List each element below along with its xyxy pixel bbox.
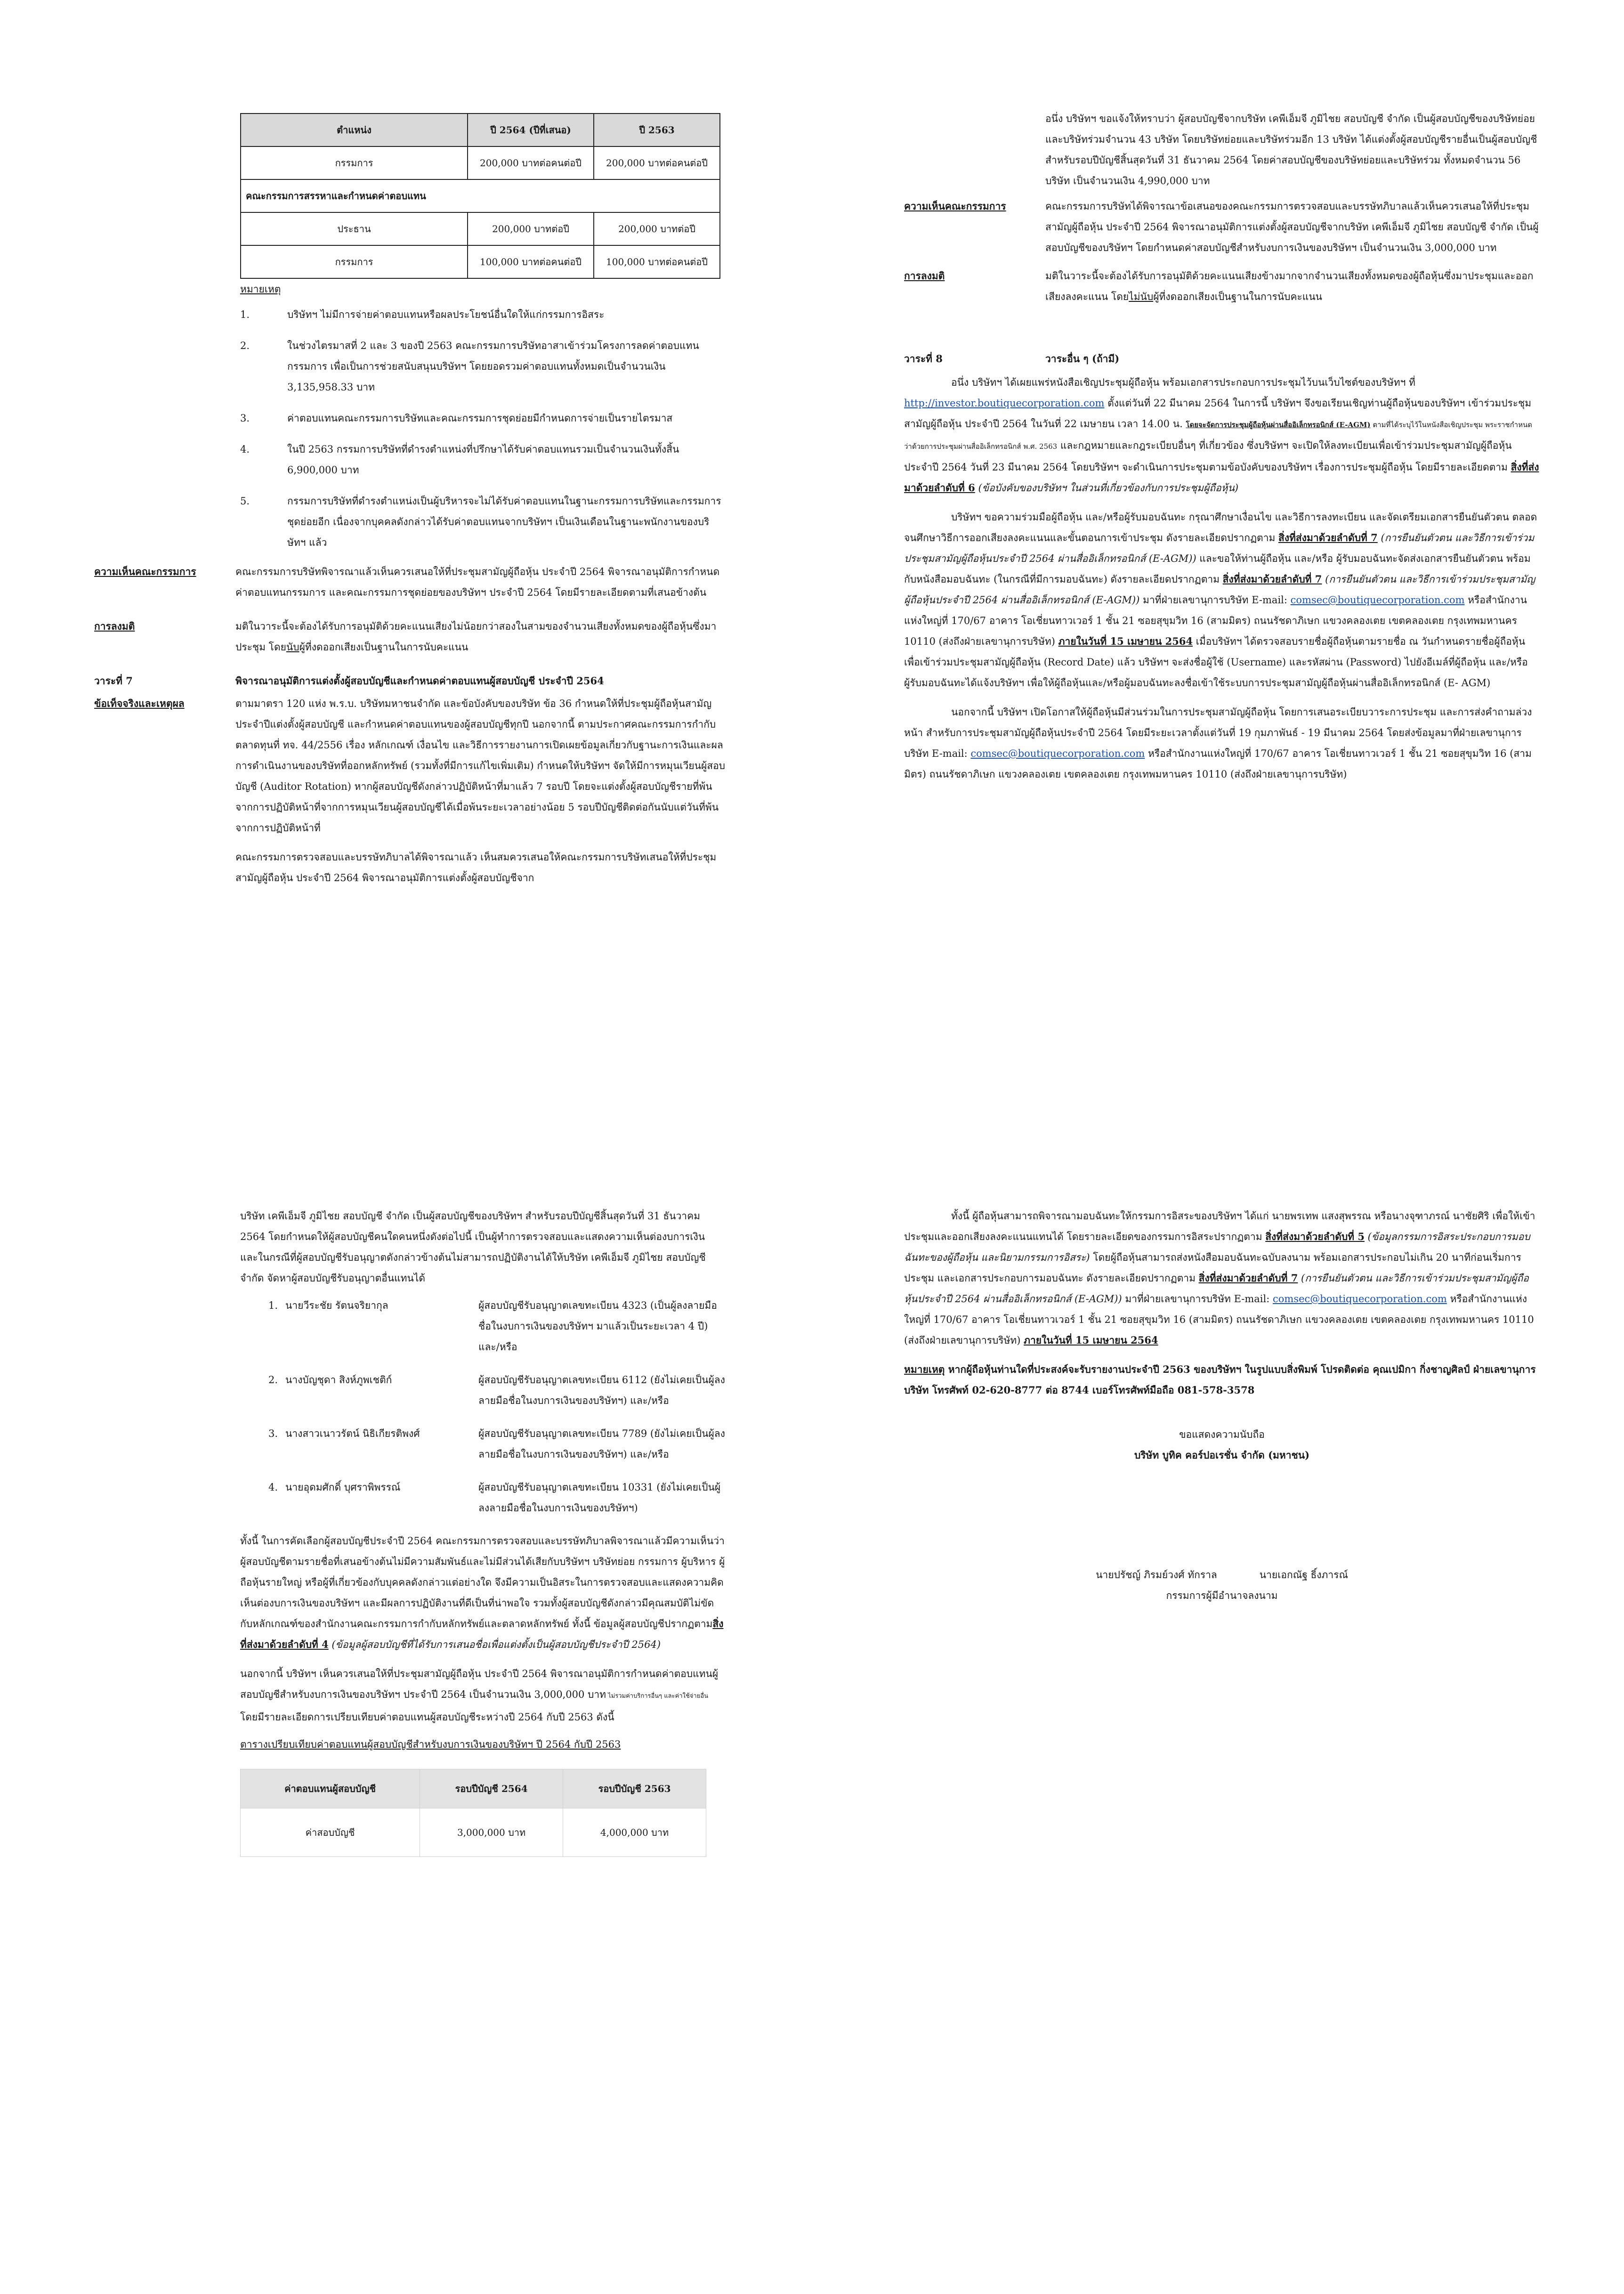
enclosure-description: (การยืนยันตัวตน และวิธีการเข้าร่วมประชุมสามัญผู้ถือหุ้นประจำปี 2564 ผ่านสื่ออิเล็กทรอนิกส์ (E-AGM)) [904,574,1535,606]
notes-list [94,304,725,553]
note-item [94,491,725,553]
vote-text-emphasis: นับ [286,641,299,653]
table-cell: 200,000 บาทต่อคนต่อปี [594,146,720,179]
investor-website-link[interactable]: http://investor.boutiquecorporation.com [904,397,1105,409]
table-cell: ประธาน [241,212,468,245]
signer-name: นายเอกณัฐ ธิ์งภารณ์ [1259,1569,1348,1581]
page-top-left [94,113,725,888]
text-part: นอกจากนี้ บริษัทฯ เปิดโอกาสให้ผู้ถือหุ้นมีส่วนร่วมในการประชุมสามัญผู้ถือหุ้น โดยการเสนอระเบียบวาระการประชุม และการส่งคำถามล่วงหน้า สำหรับการประชุมสามัญผู้ถือหุ้นประจำปี 2564 โดยมีระยะเวลาตั้งแต่วันที่ 19 กุมภาพันธ์ - 19 มีนาคม 2564 โดยส่งข้อมูลมาที่ฝ่ายเลขานุการบริษัท E-mail: [904,706,1532,759]
facts-text: ตามมาตรา 120 แห่ง พ.ร.บ. บริษัทมหาชนจำกัด และข้อบังคับของบริษัท ข้อ 36 กำหนดให้ที่ประชุมผู้ถือหุ้นสามัญประจำปีแต่งตั้งผู้สอบบัญชี และกำหนดค่าตอบแทนของผู้สอบบัญชีทุกปี นอกจากนี้ ตามประกาศคณะกรรมการกำกับตลาดทุนที่ ทจ. 44/2556 เรื่อง หลักเกณฑ์ เงื่อนไข และวิธีการรายงานการเปิดเผยข้อมูลเกี่ยวกับฐานะการเงินและผลการดำเนินงานของบริษัทที่ออกหลักทรัพย์ (รวมทั้งที่มีการแก้ไขเพิ่มเติม) กำหนดให้บริษัทฯ จัดให้มีการหมุนเวียนผู้สอบบัญชี (Auditor Rotation) หากผู้สอบบัญชีดังกล่าวปฏิบัติหน้าที่มาแล้ว 7 รอบปี โดยจะแต่งตั้งผู้สอบบัญชีรายที่พ้นจากการปฏิบัติหน้าที่จากการหมุนเวียนผู้สอบบัญชีได้เมื่อพ้นระยะเวลาอย่างน้อย 5 รอบปีบัญชีติดต่อกันนับแต่วันที่พ้นจากการปฏิบัติหน้าที่ [235,698,726,834]
auditor-number: 4. [268,1482,278,1493]
table-row [241,1808,706,1857]
note-item [94,304,725,325]
facts-body [235,693,725,888]
note-number: 2. [240,340,250,351]
note-text: ในช่วงไตรมาสที่ 2 และ 3 ของปี 2563 คณะกรรมการบริษัทอาสาเข้าร่วมโครงการลดค่าตอบแทนกรรมการ เพื่อเป็นการช่วยสนับสนุนบริษัทฯ โดยยอดรวมค่าตอบแทนทั้งหมดเป็นจำนวนเงิน 3,135,958.33 บาท [287,340,699,393]
vote-text [235,616,725,657]
enclosure-description: (การยืนยันตัวตน และวิธีการเข้าร่วมประชุมสามัญผู้ถือหุ้นประจำปี 2564 ผ่านสื่ออิเล็กทรอนิกส์ (E-AGM)) [904,532,1535,564]
table-header-cell: รอบปีบัญชี 2563 [563,1769,706,1808]
auditor-item [254,1370,725,1411]
note-text: ค่าตอบแทนคณะกรรมการบริษัทและคณะกรรมการชุดย่อยมีกำหนดการจ่ายเป็นรายไตรมาส [287,413,673,424]
agenda-7-label: วาระที่ 7 [94,675,133,687]
vote-label: การลงมติ [904,270,945,282]
auditor-list [254,1295,725,1518]
text-part: หรือสำนักงานแห่งใหญ่ที่ 170/67 อาคาร โอเชี่ยนทาวเวอร์ 1 ชั้น 21 ซอยสุขุมวิท 16 (สามมิตร) ถนนรัชดาภิเษก แขวงคลองเตย เขตคลองเตย กรุงเทพมหานคร 10110 (ส่งถึงฝ่ายเลขานุการบริษัท) [904,594,1527,647]
auditor-content [240,1206,725,1857]
invitation-paragraph [904,372,1540,498]
enclosure-reference: สิ่งที่ส่งมาด้วยลำดับที่ 6 [904,461,1539,494]
fee-table-title: ตารางเปรียบเทียบค่าตอบแทนผู้สอบบัญชีสำหรับงบการเงินของบริษัทฯ ปี 2564 กับปี 2563 [240,1739,621,1750]
enclosure-description: (ข้อมูลผู้สอบบัญชีที่ได้รับการเสนอชื่อเพื่อแต่งตั้งเป็นผู้สอบบัญชีประจำปี 2564) [328,1639,661,1650]
table-cell: 200,000 บาทต่อปี [468,212,594,245]
note-text: กรรมการบริษัทที่ดำรงตำแหน่งเป็นผู้บริหารจะไม่ได้รับค่าตอบแทนในฐานะกรรมการบริษัทและกรรมการชุดย่อยอีก เนื่องจากบุคคลดังกล่าวได้รับค่าตอบแทนจากบริษัทฯ เป็นเงินเดือนในฐานะพนักงานของบริษัทฯ แล้ว [287,495,721,548]
text-part-small-emphasis: โดยจะจัดการประชุมผู้ถือหุ้นผ่านสื่ออิเล็กทรอนิกส์ (E-AGM) [1186,421,1371,429]
registration-paragraph [904,507,1540,693]
email-link[interactable]: comsec@boutiquecorporation.com [970,748,1145,759]
enclosure-reference: สิ่งที่ส่งมาด้วยลำดับที่ 4 [240,1618,724,1650]
vote-label: การลงมติ [94,620,135,632]
enclosure-description: (ข้อมูลกรรมการอิสระประกอบการมอบฉันทะของผู้ถือหุ้น และนิยามกรรมการอิสระ) [904,1231,1530,1263]
auditor-item [254,1295,725,1357]
note-number: 5. [240,495,250,507]
remuneration-table [240,113,720,279]
table-cell: 3,000,000 บาท [420,1808,563,1857]
table-row [241,245,720,278]
vote-text [1045,266,1540,307]
board-opinion-section [94,561,725,603]
company-name: บริษัท บูทิค คอร์ปอเรชั่น จำกัด (มหาชน) [1134,1449,1310,1461]
vote-text-part: ผู้ที่งดออกเสียงเป็นฐานในการนับคะแนน [1153,291,1323,302]
text-part: โดยมีรายละเอียดการเปรียบเทียบค่าตอบแทนผู้สอบบัญชีระหว่างปี 2564 กับปี 2563 ดังนี้ [240,1711,614,1723]
deadline-text: ภายในวันที่ 15 เมษายน 2564 [1058,635,1193,647]
text-part: อนึ่ง บริษัทฯ ได้เผยแพร่หนังสือเชิญประชุมผู้ถือหุ้น พร้อมเอกสารประกอบการประชุมไว้บนเว็บไซต์ของบริษัทฯ ที่ [951,377,1415,388]
table-header-cell: รอบปีบัญชี 2564 [420,1769,563,1808]
board-opinion-section [904,196,1540,258]
auditor-name: นางบัญชุดา สิงห์ภูพเชติก์ [285,1374,392,1386]
text-part: หรือสำนักงานแห่งใหญ่ที่ 170/67 อาคาร โอเชี่ยนทาวเวอร์ 1 ชั้น 21 ซอยสุขุมวิท 16 (สามมิตร) ถนนรัชดาภิเษก แขวงคลองเตย เขตคลองเตย กรุงเทพมหานคร 10110 (ส่งถึงฝ่ายเลขานุการบริษัท) [904,1293,1534,1346]
text-part-small: ตามที่ได้ระบุไว้ในหนังสือเชิญประชุม พระราชกำหนดว่าด้วยการประชุมผ่านสื่ออิเล็กทรอนิกส์ พ.ศ. 2563 [904,421,1532,451]
text-part: หรือสำนักงานแห่งใหญ่ที่ 170/67 อาคาร โอเชี่ยนทาวเวอร์ 1 ชั้น 21 ซอยสุขุมวิท 16 (สามมิตร) ถนนรัชดาภิเษก แขวงคลองเตย เขตคลองเตย กรุงเทพมหานคร 10110 (ส่งถึงฝ่ายเลขานุการบริษัท) [904,748,1532,780]
text-part-small: ไม่รวมค่าบริการอื่นๆ และค่าใช้จ่ายอื่น [606,1693,709,1700]
text-part: ทั้งนี้ ในการคัดเลือกผู้สอบบัญชีประจำปี 2564 คณะกรรมการตรวจสอบและบรรษัทภิบาลพิจารณาแล้วมีความเห็นว่า ผู้สอบบัญชีตามรายชื่อที่เสนอข้างต้นไม่มีความสัมพันธ์และไม่มีส่วนได้เสียกับบริษัทฯ บริษัทย่อย กรรมการ ผู้บริหาร ผู้ถือหุ้นรายใหญ่ หรือผู้ที่เกี่ยวข้องกับบุคคลดังกล่าวแต่อย่างใด จึงมีความเป็นอิสระในการตรวจสอบและแสดงความคิดเห็นต่องบการเงินของบริษัทฯ และมีผลการปฏิบัติงานที่ดีเป็นที่น่าพอใจ รวมทั้งผู้สอบบัญชีดังกล่าวมีคุณสมบัติไม่ขัดกับหลักเกณฑ์ของสำนักงานคณะกรรมการกำกับหลักทรัพย์และตลาดหลักทรัพย์ ทั้งนี้ ข้อมูลผู้สอบบัญชีปรากฏตาม [240,1535,725,1629]
table-cell: 100,000 บาทต่อคนต่อปี [594,245,720,278]
enclosure-description: (การยืนยันตัวตน และวิธีการเข้าร่วมประชุมสามัญผู้ถือหุ้นประจำปี 2564 ผ่านสื่ออิเล็กทรอนิกส์ (E-AGM)) [904,1273,1529,1305]
table-header-row [241,1769,706,1808]
note-item [94,439,725,480]
table-cell: 200,000 บาทต่อปี [594,212,720,245]
text-part: โดยผู้ถือหุ้นสามารถส่งหนังสือมอบฉันทะฉบับลงนาม พร้อมเอกสารประกอบไม่เกิน 20 นาทีก่อนเริ่มการประชุม และเอกสารประกอบการมอบฉันทะ ดังรายละเอียดปรากฏตาม [904,1252,1521,1284]
text-part: เมื่อบริษัทฯ ได้ตรวจสอบรายชื่อผู้ถือหุ้นตามรายชื่อ ณ วันกำหนดรายชื่อผู้ถือหุ้นเพื่อเข้าร่วมประชุมสามัญผู้ถือหุ้น (Record Date) แล้ว บริษัทฯ จะส่งชื่อผู้ใช้ (Username) และรหัสผ่าน (Password) ไปยังอีเมล์ที่ผู้ถือหุ้น และ/หรือ ผู้รับมอบฉันทะได้แจ้งบริษัทฯ เพื่อให้ผู้ถือหุ้นและ/หรือผู้มอบฉันทะลงชื่อเข้าใช้ระบบการประชุมสามัญผู้ถือหุ้นผ่านสื่ออิเล็กทรอนิกส์ (E- AGM) [904,636,1528,689]
auditor-description: ผู้สอบบัญชีรับอนุญาตเลขทะเบียน 7789 (ยังไม่เคยเป็นผู้ลงลายมือชื่อในงบการเงินของบริษัทฯ) และ/หรือ [478,1428,725,1460]
table-header-cell: ปี 2564 (ปีที่เสนอ) [468,113,594,146]
enclosure-reference: สิ่งที่ส่งมาด้วยลำดับที่ 5 [1265,1231,1365,1242]
auditor-item [254,1423,725,1465]
note-text: หากผู้ถือหุ้นท่านใดที่ประสงค์จะรับรายงานประจำปี 2563 ของบริษัทฯ ในรูปแบบสิ่งพิมพ์ โปรดติดต่อ คุณเปมิกา กิ่งชาญศิลป์ ฝ่ายเลขานุการบริษัท โทรศัพท์ 02-620-8777 ต่อ 8744 เบอร์โทรศัพท์มือถือ 081-578-3578 [904,1363,1536,1396]
note-item [94,408,725,429]
enclosure-reference: สิ่งที่ส่งมาด้วยลำดับที่ 7 [1198,1272,1298,1284]
board-opinion-label: ความเห็นคณะกรรมการ [94,566,196,577]
note-label: หมายเหตุ [904,1363,945,1375]
vote-section [94,616,725,657]
table-cell: กรรมการ [241,245,468,278]
enclosure-reference: สิ่งที่ส่งมาด้วยลำดับที่ 7 [1222,573,1322,585]
note-number: 4. [240,444,250,455]
note-item [94,335,725,397]
table-cell: ค่าสอบบัญชี [241,1808,420,1857]
facts-label: ข้อเท็จจริงและเหตุผล [94,697,185,709]
vote-text-part: มติในวาระนี้จะต้องได้รับการอนุมัติด้วยคะแนนเสียงข้างมากจากจำนวนเสียงทั้งหมดของผู้ถือหุ้นซึ่งมาประชุมและออกเสียงลงคะแนน โดย [1045,270,1534,302]
table-cell: 4,000,000 บาท [563,1808,706,1857]
agenda-8-label: วาระที่ 8 [904,353,943,365]
subsidiary-auditor-text: อนึ่ง บริษัทฯ ขอแจ้งให้ทราบว่า ผู้สอบบัญชีจากบริษัท เคพีเอ็มจี ภูมิไชย สอบบัญชี จำกัด เป็นผู้สอบบัญชีของบริษัทย่อยและบริษัทร่วมจำนวน 43 บริษัท โดยบริษัทย่อยและบริษัทร่วมอีก 13 บริษัท ได้แต่งตั้งผู้สอบบัญชีรายอื่นเป็นผู้สอบบัญชี สำหรับรอบปีบัญชีสิ้นสุดวันที่ 31 ธันวาคม 2564 โดยค่าสอบบัญชีของบริษัทย่อยและบริษัทร่วม ทั้งหมดจำนวน 56 บริษัท เป็นจำนวนเงิน 4,990,000 บาท [1045,113,1537,186]
auditor-name: นางสาวเนาวรัตน์ นิธิเกียรติพงศ์ [285,1428,420,1439]
auditor-number: 2. [268,1374,278,1386]
table-row [241,146,720,179]
agenda-8-heading [904,349,1540,369]
page-bottom-left [94,1206,725,1857]
closing-text: ขอแสดงความนับถือ [1179,1429,1265,1440]
table-cell: 200,000 บาทต่อคนต่อปี [468,146,594,179]
table-header-cell: ปี 2563 [594,113,720,146]
text-part: บริษัทฯ ขอความร่วมมือผู้ถือหุ้น และ/หรือผู้รับมอบฉันทะ กรุณาศึกษาเงื่อนไข และวิธีการลงทะเบียน และจัดเตรียมเอกสารยืนยันตัวตน ตลอดจนศึกษาวิธีการออกเสียงลงคะแนนและขั้นตอนการเข้าประชุม ดังรายละเอียดปรากฏตาม [904,511,1537,543]
note-text: ในปี 2563 กรรมการบริษัทที่ดำรงตำแหน่งที่ปรึกษาได้รับค่าตอบแทนรวมเป็นจำนวนเงินทั้งสิ้น 6,900,000 บาท [287,444,679,476]
table-cell: กรรมการ [241,146,468,179]
agenda-7-heading [94,671,725,691]
annual-report-note [904,1359,1540,1401]
text-part: มาที่ฝ่ายเลขานุการบริษัท E-mail: [1122,1293,1273,1305]
signature-block [904,1564,1540,1585]
signer-name: นายปรัชญ์ ภิรมย์วงศ์ ทักราล [1096,1569,1217,1581]
auditor-intro: บริษัท เคพีเอ็มจี ภูมิไชย สอบบัญชี จำกัด เป็นผู้สอบบัญชีของบริษัทฯ สำหรับรอบปีบัญชีสิ้นสุดวันที่ 31 ธันวาคม 2564 โดยกำหนดให้ผู้สอบบัญชีคนใดคนหนึ่งดังต่อไปนี้ เป็นผู้ทำการตรวจสอบและแสดงความเห็นต่องบการเงิน และในกรณีที่ผู้สอบบัญชีรับอนุญาตดังกล่าวข้างต้นไม่สามารถปฏิบัติงานได้ให้บริษัท เคพีเอ็มจี ภูมิไชย สอบบัญชี จำกัด จัดหาผู้สอบบัญชีรับอนุญาตอื่นแทนได้ [240,1210,706,1284]
proxy-paragraph [904,1206,1540,1351]
vote-text-emphasis: ไม่นับ [1129,291,1154,302]
page-bottom-right [904,1206,1540,1606]
text-part: นอกจากนี้ บริษัทฯ เห็นควรเสนอให้ที่ประชุมสามัญผู้ถือหุ้น ประจำปี 2564 พิจารณาอนุมัติการกำหนดค่าตอบแทนผู้สอบบัญชีสำหรับงบการเงินของบริษัทฯ ประจำปี 2564 เป็นจำนวนเงิน 3,000,000 บาท [240,1668,719,1700]
table-cell: 100,000 บาทต่อคนต่อปี [468,245,594,278]
email-link[interactable]: comsec@boutiquecorporation.com [1273,1293,1447,1305]
note-number: 1. [240,309,250,320]
auditor-number: 3. [268,1428,278,1439]
independence-paragraph [240,1531,725,1655]
auditor-name: นายวีระชัย รัตนจริยากุล [285,1300,388,1311]
note-number: 3. [240,413,250,424]
table-header-cell: ค่าตอบแทนผู้สอบบัญชี [241,1769,420,1808]
fee-paragraph [240,1663,725,1727]
board-opinion-text: คณะกรรมการบริษัทพิจารณาแล้วเห็นควรเสนอให้ที่ประชุมสามัญผู้ถือหุ้น ประจำปี 2564 พิจารณาอนุมัติการกำหนดค่าตอบแทนกรรมการ และคณะกรรมการชุดย่อยของบริษัทฯ ประจำปี 2564 โดยมีรายละเอียดตามที่เสนอข้างต้น [235,566,720,598]
auditor-item [254,1477,725,1518]
agenda-7-title: พิจารณาอนุมัติการแต่งตั้งผู้สอบบัญชีและกำหนดค่าตอบแทนผู้สอบบัญชี ประจำปี 2564 [235,675,604,687]
audit-fee-table [240,1769,706,1857]
auditor-description: ผู้สอบบัญชีรับอนุญาตเลขทะเบียน 6112 (ยังไม่เคยเป็นผู้ลงลายมือชื่อในงบการเงินของบริษัทฯ) และ/หรือ [478,1374,725,1406]
agenda-8-title: วาระอื่น ๆ (ถ้ามี) [1045,353,1120,365]
table-section-row [241,179,720,212]
auditor-name: นายอุดมศักดิ์ บุศราพิพรรณ์ [285,1482,401,1493]
notes-title: หมายเหตุ [240,284,281,295]
enclosure-description: (ข้อบังคับของบริษัทฯ ในส่วนที่เกี่ยวข้องกับการประชุมผู้ถือหุ้น) [975,482,1239,494]
vote-text-part: มติในวาระนี้จะต้องได้รับการอนุมัติด้วยคะแนนเสียงไม่น้อยกว่าสองในสามของจำนวนเสียงทั้งหมดของผู้ถือหุ้นซึ่งมาประชุม โดย [235,621,717,653]
text-part: ทั้งนี้ ผู้ถือหุ้นสามารถพิจารณามอบฉันทะให้กรรมการอิสระของบริษัทฯ ได้แก่ นายพรเทพ แสงสุพรรณ หรือนางจุฑาภรณ์ นาชัยศิริ เพื่อให้เข้าประชุมและออกเสียงลงคะแนนแทนได้ โดยรายละเอียดของกรรมการอิสระปรากฏตาม [904,1210,1535,1242]
board-opinion-text: คณะกรรมการบริษัทได้พิจารณาข้อเสนอของคณะกรรมการตรวจสอบและบรรษัทภิบาลแล้วเห็นควรเสนอให้ที่ประชุมสามัญผู้ถือหุ้น ประจำปี 2564 พิจารณาอนุมัติการแต่งตั้งผู้สอบบัญชีจากบริษัท เคพีเอ็มจี ภูมิไชย สอบบัญชี จำกัด เป็นผู้สอบบัญชีของบริษัทฯ โดยกำหนดค่าสอบบัญชีสำหรับงบการเงินของบริษัทฯ เป็นจำนวนเงิน 3,000,000 บาท [1045,201,1539,253]
text-part: และกฎหมายและกฎระเบียบอื่นๆ ที่เกี่ยวข้อง ซึ่งบริษัทฯ จะเปิดให้ลงทะเบียนเพื่อเข้าร่วมประชุมสามัญผู้ถือหุ้น ประจำปี 2564 วันที่ 23 มีนาคม 2564 โดยบริษัทฯ จะดำเนินการประชุมตามข้อบังคับของบริษัทฯ เรื่องการประชุมผู้ถือหุ้น โดยมีรายละเอียดตาม [904,440,1512,473]
vote-text-part: ผู้ที่งดออกเสียงเป็นฐานในการนับคะแนน [299,641,469,653]
auditor-description: ผู้สอบบัญชีรับอนุญาตเลขทะเบียน 10331 (ยังไม่เคยเป็นผู้ลงลายมือชื่อในงบการเงินของบริษัทฯ) [478,1482,721,1514]
enclosure-reference: สิ่งที่ส่งมาด้วยลำดับที่ 7 [1278,532,1378,543]
table-section-cell: คณะกรรมการสรรหาและกำหนดค่าตอบแทน [241,179,720,212]
table-row [241,212,720,245]
board-opinion-label: ความเห็นคณะกรรมการ [904,200,1006,212]
auditor-number: 1. [268,1300,278,1311]
table-header-row [241,113,720,146]
signer-title: กรรมการผู้มีอำนาจลงนาม [1166,1590,1278,1601]
note-text: บริษัทฯ ไม่มีการจ่ายค่าตอบแทนหรือผลประโยชน์อื่นใดให้แก่กรรมการอิสระ [287,309,605,320]
text-part: และขอให้ท่านผู้ถือหุ้น และ/หรือ ผู้รับมอบฉันทะจัดส่งเอกสารยืนยันตัวตน พร้อมกับหนังสือมอบฉันทะ (ในกรณีที่มีการมอบฉันทะ) ดังรายละเอียดปรากฏตาม [904,553,1531,585]
deadline-text: ภายในวันที่ 15 เมษายน 2564 [1024,1334,1158,1346]
facts-text-continued: คณะกรรมการตรวจสอบและบรรษัทภิบาลได้พิจารณาแล้ว เห็นสมควรเสนอให้คณะกรรมการบริษัทเสนอให้ที่ประชุมสามัญผู้ถือหุ้น ประจำปี 2564 พิจารณาอนุมัติการแต่งตั้งผู้สอบบัญชีจาก [235,851,717,884]
table-header-cell: ตำแหน่ง [241,113,468,146]
auditor-description: ผู้สอบบัญชีรับอนุญาตเลขทะเบียน 4323 (เป็นผู้ลงลายมือชื่อในงบการเงินของบริษัทฯ มาแล้วเป็นระยะเวลา 4 ปี) และ/หรือ [478,1300,717,1353]
email-link[interactable]: comsec@boutiquecorporation.com [1290,594,1465,606]
questions-paragraph [904,702,1540,785]
page-top-right [904,108,1540,785]
text-part: ตั้งแต่วันที่ 22 มีนาคม 2564 ในการนี้ บริษัทฯ จึงขอเรียนเชิญท่านผู้ถือหุ้นของบริษัทฯ เข้าร่วมประชุมสามัญผู้ถือหุ้น ประจำปี 2564 ในวันที่ 22 เมษายน เวลา 14.00 น. [904,397,1532,430]
facts-section [94,693,725,888]
text-part: มาที่ฝ่ายเลขานุการบริษัท E-mail: [1139,594,1291,606]
vote-section [904,266,1540,307]
